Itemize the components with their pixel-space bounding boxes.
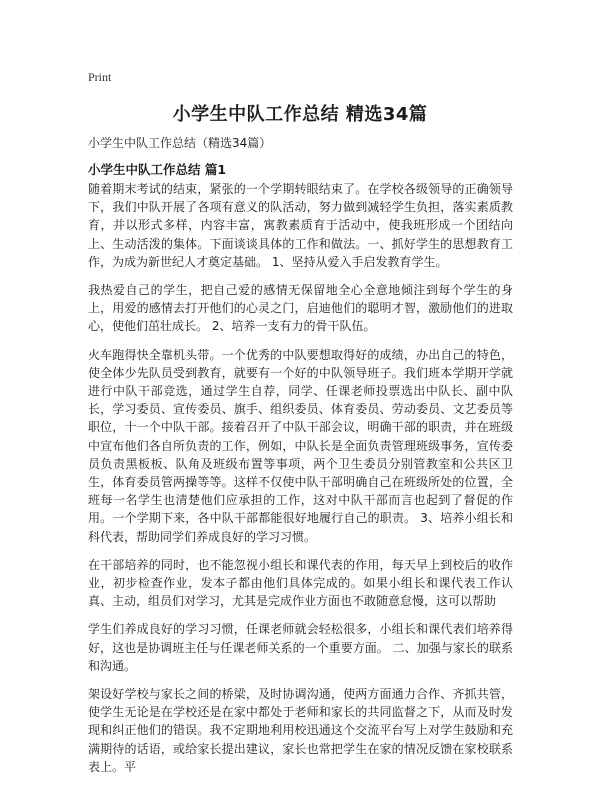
paragraph-5: 学生们养成良好的学习习惯，任课老师就会轻松很多，小组长和课代表们培养得好，这也是协调班主任与任课老师关系的一个重要方面。 二、加强与家长的联系和沟通。 xyxy=(88,622,513,673)
article-body xyxy=(88,180,513,786)
paragraph-4: 在干部培养的同时，也不能忽视小组长和课代表的作用，每天早上到校后的收作业，初步检查作业，发本子都由他们具体完成的。如果小组长和课代表工作认真、主动，组员们对学习，尤其是完成作业方面也不敢随意怠慢，这可以帮助 xyxy=(88,557,513,609)
document-subtitle: 小学生中队工作总结（精选34篇） xyxy=(88,136,272,150)
paragraph-6: 架设好学校与家长之间的桥梁，及时协调沟通，使两方面通力合作、齐抓共管，使学生无论是在学校还是在家中都处于老师和家长的共同监督之下，从而及时发现和纠正他们的错误。我不定期地利用校迅通这个交流平台写上对学生鼓励和充满期待的话语，或给家长提出建议，家长也常把学生在家的情况反馈在家校联系表上。平 xyxy=(88,687,513,774)
paragraph-3: 火车跑得快全靠机头带。一个优秀的中队要想取得好的成绩，办出自己的特色，使全体少先队员受到教育，就要有一个好的中队领导班子。我们班本学期开学就进行中队干部竞选，通过学生自荐，同学、任课老师投票选出中队长、副中队长，学习委员、宣传委员、旗手、组织委员、体育委员、劳动委员、文艺委员等职位，十一个中队干部。接着召开了中队干部会议，明确干部的职责，并在班级中宣布他们各自所负责的工作，例如，中队长是全面负责管理班级事务，宣传委员负责黑板板、队角及班级布置等事项，两个卫生委员分别管教室和公共区卫生，体育委员管两操等等。这样不仅使中队干部明确自己在班级所处的位置，全班每一名学生也清楚他们应承担的工作，这对中队干部而言也起到了督促的作用。一个学期下来，各中队干部都能很好地履行自己的职责。 3、培养小组长和科代表，帮助同学们养成良好的学习习惯。 xyxy=(88,347,513,544)
print-label: Print xyxy=(88,70,112,84)
paragraph-1: 随着期末考试的结束，紧张的一个学期转眼结束了。在学校各级领导的正确领导下，我们中队开展了各项有意义的队活动，努力做到减轻学生负担，落实素质教育，并以形式多样，内容丰富，寓教素质育于活动中，使我班形成一个团结向上、生动活泼的集体。下面谈谈具体的工作和做法。一、抓好学生的思想教育工作，为成为新世纪人才奠定基础。 1、坚持从爱入手启发教育学生。 xyxy=(88,182,513,269)
section-heading: 小学生中队工作总结 篇1 xyxy=(88,162,227,177)
page-title: 小学生中队工作总结 精选34篇 xyxy=(172,104,428,125)
paragraph-2: 我热爱自己的学生，把自己爱的感情无保留地全心全意地倾注到每个学生的身上，用爱的感情去打开他们的心灵之门，启迪他们的聪明才智，激励他们的进取心，使他们茁壮成长。 2、培养一支有力的骨干队伍。 xyxy=(88,283,513,334)
